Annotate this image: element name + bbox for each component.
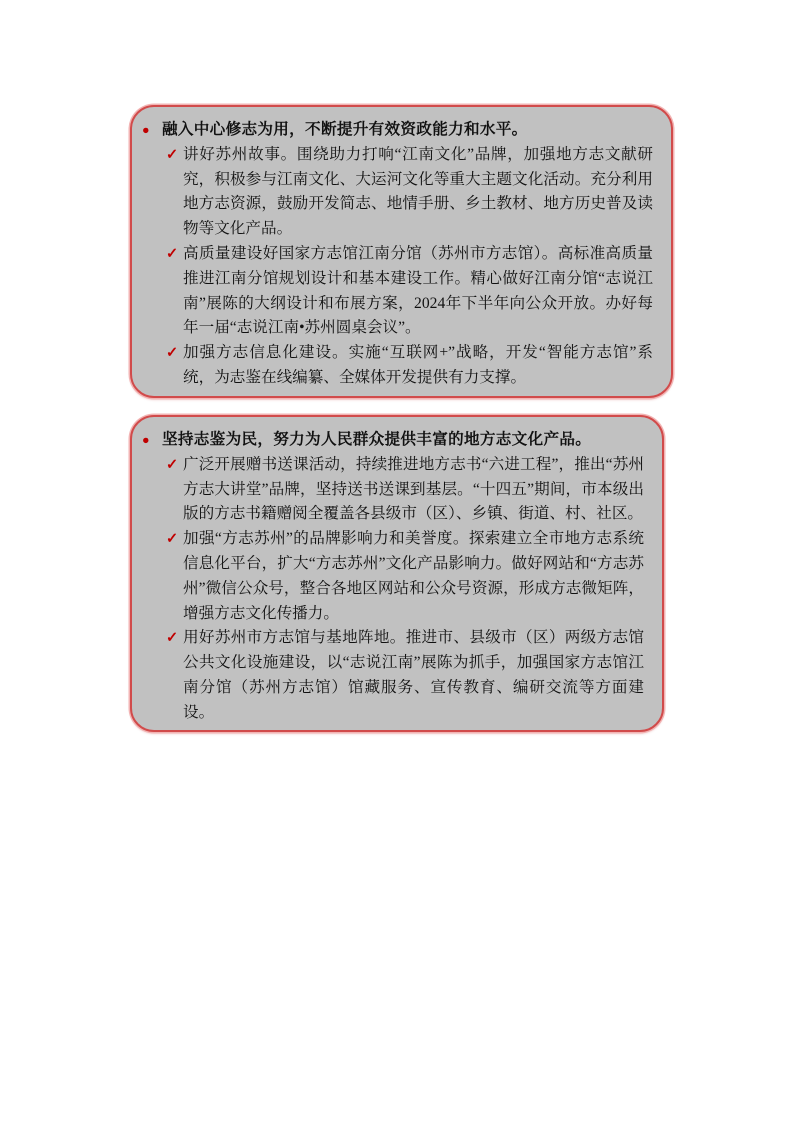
item-text: 高质量建设好国家方志馆江南分馆（苏州市方志馆）。高标准高质量推进江南分馆规划设计和基本建设工作。精心做好江南分馆“志说江南”展陈的大纲设计和布展方案，2024年下半年向公众开放。办好每年一届“志说江南•苏州圆桌会议”。 <box>183 244 653 337</box>
policy-box-revision-for-use <box>130 105 673 398</box>
check-icon: ✓ <box>166 630 179 647</box>
check-icon: ✓ <box>166 146 179 163</box>
list-item <box>140 527 644 626</box>
check-icon: ✓ <box>166 531 179 548</box>
section-heading <box>140 118 653 143</box>
list-item <box>140 341 653 391</box>
item-text: 加强方志信息化建设。实施“互联网+”战略，开发“智能方志馆”系统，为志鉴在线编纂、全媒体开发提供有力支撑。 <box>183 344 653 386</box>
section-heading <box>140 428 644 453</box>
bullet-icon: ● <box>142 433 150 447</box>
section-heading-text: 融入中心修志为用，不断提升有效资政能力和水平。 <box>162 121 528 138</box>
item-list <box>140 453 644 726</box>
list-item <box>140 242 653 341</box>
check-icon: ✓ <box>166 245 179 262</box>
section-heading-text: 坚持志鉴为民，努力为人民群众提供丰富的地方志文化产品。 <box>162 431 592 448</box>
check-icon: ✓ <box>166 456 179 473</box>
item-list <box>140 143 653 391</box>
item-text: 用好苏州市方志馆与基地阵地。推进市、县级市（区）两级方志馆公共文化设施建设，以“志说江南”展陈为抓手，加强国家方志馆江南分馆（苏州方志馆）馆藏服务、宣传教育、编研交流等方面建设。 <box>183 629 644 721</box>
list-item <box>140 453 644 527</box>
policy-box-records-for-people <box>130 415 664 732</box>
list-item <box>140 626 644 725</box>
check-icon: ✓ <box>166 345 179 362</box>
item-text: 加强“方志苏州”的品牌影响力和美誉度。探索建立全市地方志系统信息化平台，扩大“方志苏州”文化产品影响力。做好网站和“方志苏州”微信公众号，整合各地区网站和公众号资源，形成方志微矩阵，增强方志文化传播力。 <box>183 530 644 622</box>
item-text: 广泛开展赠书送课活动，持续推进地方志书“六进工程”，推出“苏州方志大讲堂”品牌，坚持送书送课到基层。“十四五”期间，市本级出版的方志书籍赠阅全覆盖各县级市（区）、乡镇、街道、村、社区。 <box>183 455 644 523</box>
bullet-icon: ● <box>142 123 150 137</box>
list-item <box>140 143 653 242</box>
item-text: 讲好苏州故事。围绕助力打响“江南文化”品牌，加强地方志文献研究，积极参与江南文化、大运河文化等重大主题文化活动。充分利用地方志资源，鼓励开发简志、地情手册、乡土教材、地方历史普及读物等文化产品。 <box>183 145 653 238</box>
